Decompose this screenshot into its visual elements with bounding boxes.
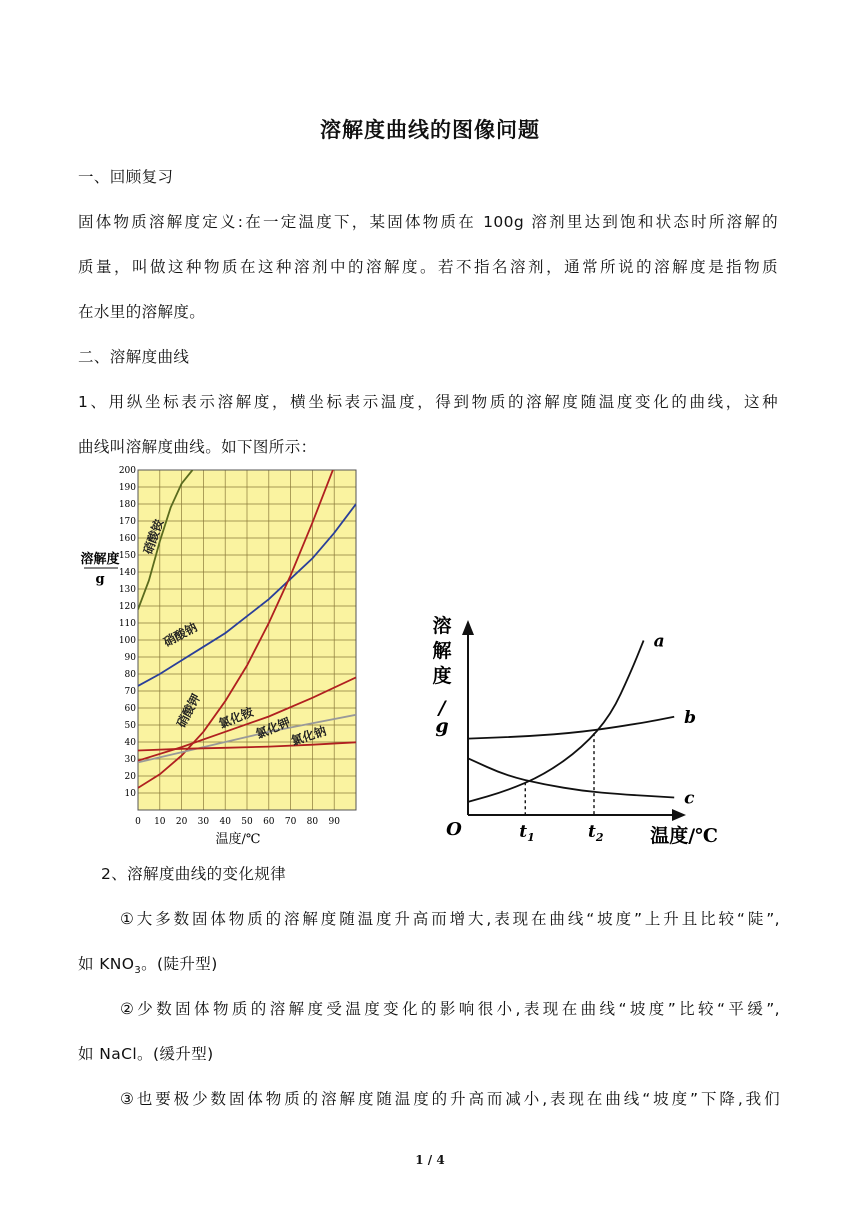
chart1-curve-label: 硝酸钠: [161, 620, 200, 650]
chart2-curve-label: a: [653, 631, 665, 652]
rule1-line-1: ①大多数固体物质的溶解度随温度升高而增大,表现在曲线“坡度”上升且比较“陡”,: [120, 910, 780, 928]
definition-line-3: 在水里的溶解度。: [78, 303, 206, 321]
chart2-x-arrow: [672, 809, 686, 821]
chart1-curve-label: 硝酸钾: [174, 691, 204, 730]
chart2-curve-label: b: [684, 707, 697, 728]
chart2-ylabel: 溶解度/ g: [432, 615, 452, 737]
chart1-curve-label: 氯化铵: [216, 704, 256, 732]
rule2-line-1: ②少数固体物质的溶解度受温度变化的影响很小,表现在曲线“坡度”比较“平缓”,: [120, 1000, 780, 1018]
chart1-y-tick-label: 150: [118, 551, 136, 561]
chart1-y-tick-label: 80: [124, 670, 136, 680]
chart1-y-tick-label: 10: [124, 789, 136, 799]
item1-line-2: 曲线叫溶解度曲线。如下图所示：: [78, 438, 317, 456]
chart1-y-tick-label: 140: [118, 568, 136, 578]
chart1-x-tick-label: 20: [175, 817, 188, 827]
chart1-x-ticks: [135, 817, 340, 827]
chart1-y-tick-label: 180: [118, 500, 136, 510]
chart1-y-tick-label: 20: [124, 772, 136, 782]
rule1-text-pre: 如 KNO: [78, 955, 135, 973]
item1-line-1: 1、用纵坐标表示溶解度，横坐标表示温度，得到物质的溶解度随温度变化的曲线，这种: [78, 393, 778, 411]
item2-heading: 2、溶解度曲线的变化规律: [101, 865, 287, 883]
chart1-x-tick-label: 40: [219, 817, 231, 827]
chart1-y-ticks: [119, 466, 136, 799]
chart1-y-tick-label: 190: [118, 483, 136, 493]
section2-heading: 二、溶解度曲线: [78, 348, 190, 366]
rule1-line-2: [78, 952, 218, 976]
chart1-x-tick-label: 10: [154, 817, 166, 827]
page-title: 溶解度曲线的图像问题: [320, 118, 540, 142]
chart1-x-tick-label: 90: [328, 817, 340, 827]
chart1-x-tick-label: 70: [284, 817, 297, 827]
chart2-series: [468, 631, 696, 808]
chart1-x-tick-label: 50: [241, 817, 253, 827]
chart1-x-tick-label: 0: [135, 817, 141, 827]
rule3-line-1: ③也要极少数固体物质的溶解度随温度的升高而减小,表现在曲线“坡度”下降,我们: [120, 1090, 780, 1108]
chart2-y-arrow: [462, 620, 474, 635]
chart2-marker-label: $t_1$: [519, 822, 535, 844]
solubility-chart-left: [78, 462, 368, 854]
chart1-x-tick-label: 30: [197, 817, 210, 827]
chart1-y-tick-label: 130: [118, 585, 136, 595]
chart1-y-tick-label: 100: [118, 636, 136, 646]
chart2-origin-label: O: [446, 819, 462, 840]
chart2-curve-a: [468, 641, 644, 802]
chart2-marker-label: $t_2$: [588, 822, 604, 844]
chart1-y-tick-label: 120: [118, 602, 136, 612]
chart1-x-tick-label: 60: [263, 817, 275, 827]
chart1-curve-label: 氯化钾: [253, 714, 293, 742]
rule1-text-post: 。(陡升型): [141, 955, 218, 973]
page-number: 1 / 4: [415, 1153, 445, 1167]
chart1-curve-label: 硝酸铵: [140, 517, 167, 557]
chart1-y-tick-label: 70: [124, 687, 136, 697]
chart2-curve-label: c: [684, 788, 695, 809]
solubility-chart-right: [420, 602, 720, 852]
chart1-y-tick-label: 90: [124, 653, 136, 663]
chart1-y-tick-label: 170: [118, 517, 136, 527]
chart1-y-tick-label: 60: [124, 704, 136, 714]
chart2-curve-b: [468, 717, 674, 739]
chart1-y-tick-label: 110: [118, 619, 136, 629]
definition-line-1: 固体物质溶解度定义:在一定温度下，某固体物质在 100g 溶剂里达到饱和状态时所溶解的: [78, 213, 778, 231]
chart1-y-tick-label: 50: [124, 721, 136, 731]
chart2-xlabel: 温度/℃: [650, 825, 718, 847]
chart1-curve-label: 氯化钠: [289, 723, 328, 749]
definition-line-2: 质量，叫做这种物质在这种溶剂中的溶解度。若不指名溶剂，通常所说的溶解度是指物质: [78, 258, 778, 276]
chart1-ylabel-top: 溶解度: [80, 552, 120, 567]
chart1-x-tick-label: 80: [306, 817, 319, 827]
chart2-curve-c: [468, 758, 674, 797]
rule2-line-2: 如 NaCl。(缓升型): [78, 1045, 214, 1063]
chart1-y-tick-label: 200: [118, 466, 136, 476]
chart1-y-tick-label: 160: [118, 534, 136, 544]
chart1-y-tick-label: 40: [124, 738, 136, 748]
chart1-ylabel-bottom: g: [95, 572, 105, 587]
section1-heading: 一、回顾复习: [78, 168, 174, 186]
chart2-markers: [519, 733, 604, 844]
rule1-subscript: 3: [134, 965, 142, 977]
chart1-xlabel: 温度/℃: [215, 832, 261, 847]
chart1-y-tick-label: 30: [124, 755, 136, 765]
